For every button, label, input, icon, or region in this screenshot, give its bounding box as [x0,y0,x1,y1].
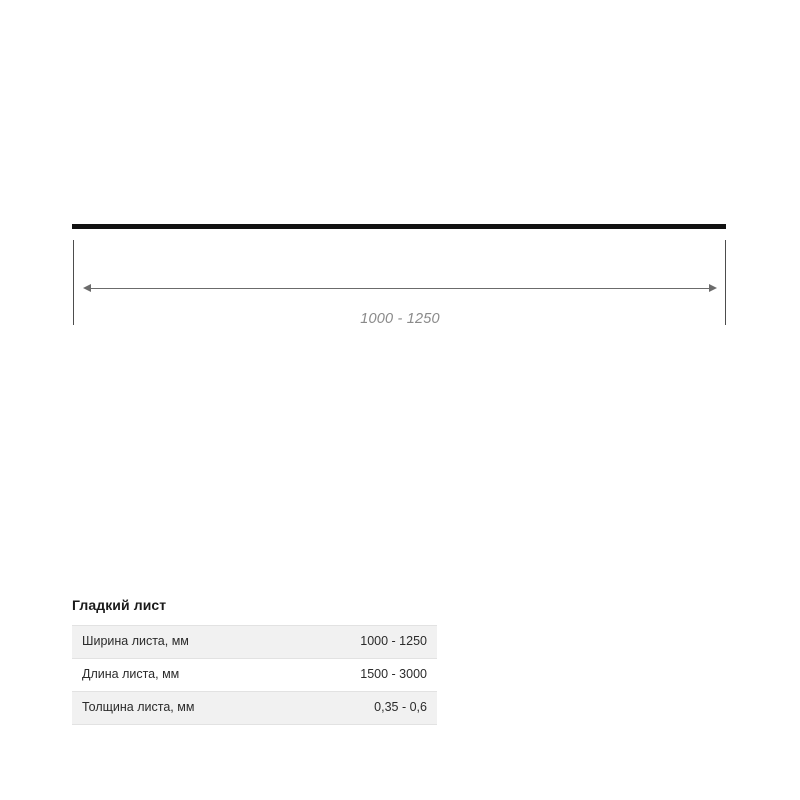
width-dimension-line [86,288,713,289]
dimension-arrow-right-icon [709,284,717,292]
spec-param-label: Ширина листа, мм [72,626,293,659]
sheet-body-edge [72,224,726,229]
spec-param-value: 1000 - 1250 [293,626,437,659]
spec-param-label: Толщина листа, мм [72,692,293,725]
spec-param-value: 0,35 - 0,6 [293,692,437,725]
width-dimension-label: 1000 - 1250 [360,311,440,327]
spec-param-label: Длина листа, мм [72,659,293,692]
specification-block [72,597,437,725]
table-row [72,692,437,725]
table-row [72,626,437,659]
specification-table [72,625,437,725]
sheet-drawing [0,0,800,360]
table-row [72,659,437,692]
spec-param-value: 1500 - 3000 [293,659,437,692]
dimension-arrow-left-icon [83,284,91,292]
spec-title: Гладкий лист [72,597,167,613]
